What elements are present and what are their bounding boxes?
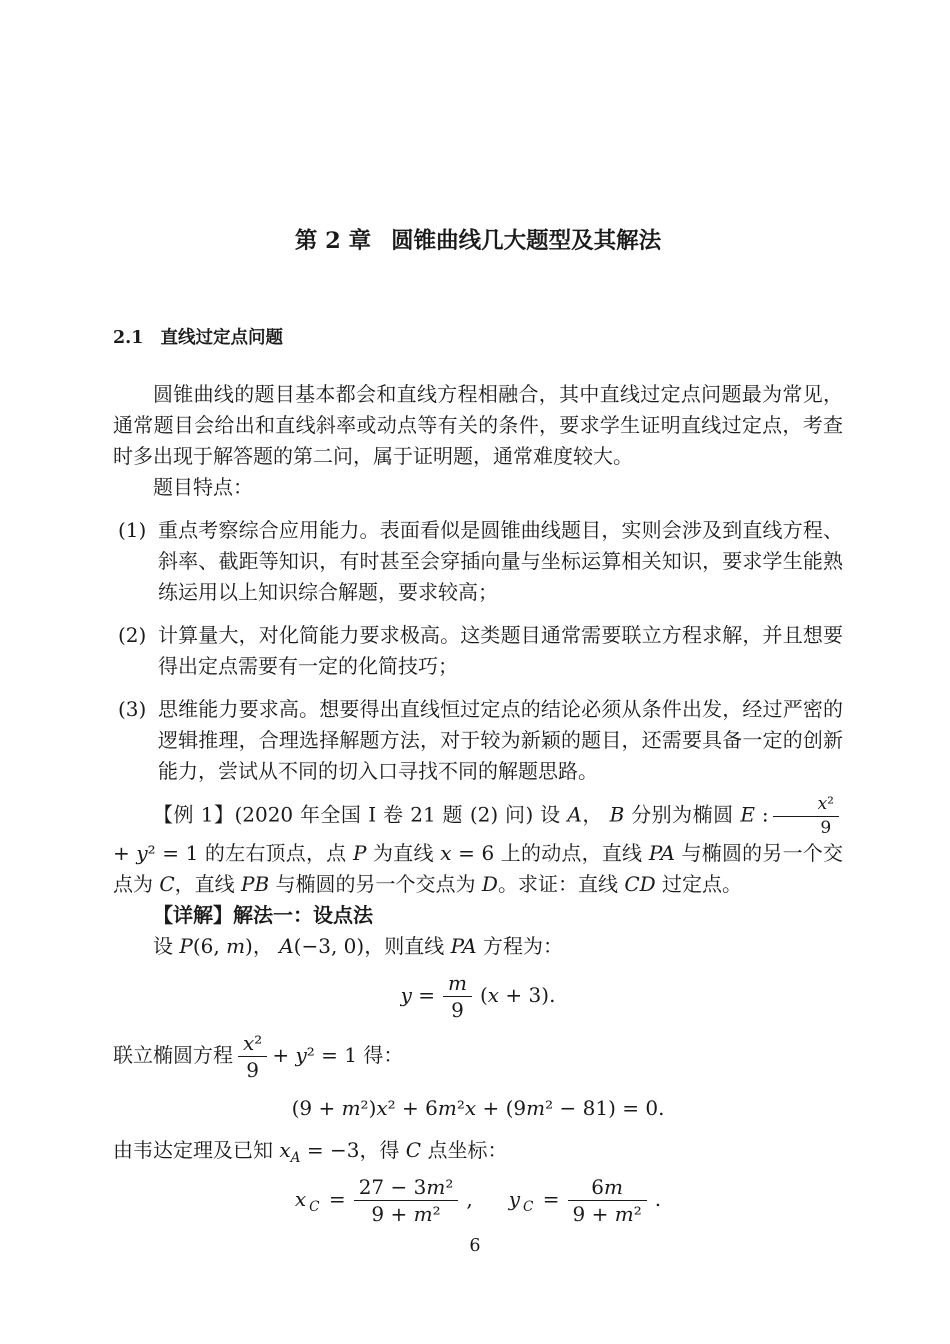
fraction [354,1175,459,1226]
math-var: D [481,872,498,897]
math-var: C [159,872,175,897]
fraction-numerator: m [443,971,472,997]
fraction [443,971,472,1022]
features-lead: 题目特点： [153,475,253,499]
feature-item-text: 重点考察综合应用能力。表面看似是圆锥曲线题目，实则会涉及到直线方程、斜率、截距等知识，有时甚至会穿插向量与坐标运算相关知识，要求学生能熟练运用以上知识综合解题，要求较高； [158,518,843,604]
intro-paragraph: 圆锥曲线的题目基本都会和直线方程相融合，其中直线过定点问题最为常见，通常题目会给出和直线斜率或动点等有关的条件，要求学生证明直线过定点，考查时多出现于解答题的第二问，属于证明题，通常难度较大。 [113,382,843,468]
math-var: B [609,802,625,827]
solution-line-2: 联立椭圆方程 $\frac{\text{x²}}{9}$ + y² = 1 得： [113,1031,404,1083]
fraction-numerator: x² [238,1031,267,1057]
fraction-denominator: 9 [451,998,464,1023]
fraction-denominator: 9 + m² [371,1202,441,1227]
math-expression: + y² = 1 [272,1043,357,1068]
equation-line-pa [113,971,843,1022]
solution-heading: 【详解】解法一：设点法 [153,903,373,928]
feature-item-label: (3) [118,697,147,721]
example-paragraph: 【例 1】(2020 年全国 I 卷 21 题 (2) 问) 设 A， B 分别为椭圆 E : $\frac{\text{x²}}{9}$ + y² = 1 的左右顶点，点 P 为直线 x = 6 上的动点，直线 PA 与椭圆的另一个交点为 C，直线 PB 与椭圆的另一个交点为 D。求证：直线 CD 过定点。 [113,794,844,897]
math-var: C [405,1138,422,1163]
section-number: 2.1 [113,328,144,348]
feature-item-text: 计算量大，对化简能力要求极高。这类题目通常需要联立方程求解，并且想要得出定点需要有一定的化简技巧； [158,623,843,678]
fraction [568,1175,647,1226]
solution-line-3: 由韦达定理及已知 $x_A = -3$，得 C 点坐标： [113,1138,508,1167]
math-var: CD [624,872,656,897]
math-subscript: C [309,1199,320,1216]
section-heading [113,326,843,350]
math-var: E : [740,802,769,827]
fraction-numerator: 27 − 3m² [354,1175,459,1201]
feature-item-2 [113,620,843,682]
feature-item-label: (2) [118,623,147,647]
fraction-denominator: 9 + m² [572,1202,642,1227]
math-expression: P(6, m) [179,934,253,959]
inline-fraction [773,794,839,838]
math-expression: x = 6 [440,841,495,866]
math-subscript: C [523,1199,534,1216]
page-content [113,0,843,1235]
chapter-number: 第 2 章 [294,228,372,254]
inline-fraction [238,1031,267,1082]
chapter-heading [113,226,843,257]
math-expression: = −3 [306,1138,360,1163]
page-number: 6 [469,1236,481,1256]
fraction-denominator: 9 [246,1058,260,1083]
math-var: x [279,1138,291,1163]
section-title: 直线过定点问题 [160,328,283,348]
feature-item-1 [113,515,843,608]
math-expression: A(−3, 0) [279,934,365,959]
math-punctuation: . [654,1187,662,1212]
equation-quadratic [113,1093,843,1124]
chapter-title: 圆锥曲线几大题型及其解法 [391,228,662,254]
math-var: PA [648,841,675,866]
math-var: A [567,802,582,827]
math-expression: + y² = 1 [113,841,199,866]
math-expression: (9 + m²)x² + 6m²x + (9m² − 81) = 0. [291,1096,665,1121]
math-expression: y = [400,983,435,1008]
math-var: PB [241,872,270,897]
math-var: x [294,1187,307,1212]
math-subscript: A [290,1150,301,1167]
equation-coordinates [113,1175,843,1226]
feature-item-label: (1) [118,518,147,542]
math-punctuation: , [466,1187,473,1212]
fraction-denominator: 9 [820,817,832,838]
feature-item-text: 思维能力要求高。想要得出直线恒过定点的结论必须从条件出发，经过严密的逻辑推理，合理选择解题方法，对于较为新颖的题目，还需要具备一定的创新能力，尝试从不同的切入口寻找不同的解题思路。 [158,697,843,783]
example-text: 【例 1】(2020 年全国 I 卷 21 题 (2) 问) 设 [153,802,568,827]
math-operator: = [542,1187,560,1212]
fraction-numerator: 6m [568,1175,647,1201]
math-operator: = [328,1187,346,1212]
math-var: P [352,841,367,866]
math-var: PA [450,934,477,959]
math-var: y [508,1187,521,1212]
math-expression: (x + 3). [479,983,556,1008]
solution-line-1: 设 P(6, m)， A(−3, 0)，则直线 PA 方程为： [153,934,563,959]
feature-item-3 [113,694,843,787]
fraction-numerator: x² [773,794,839,817]
